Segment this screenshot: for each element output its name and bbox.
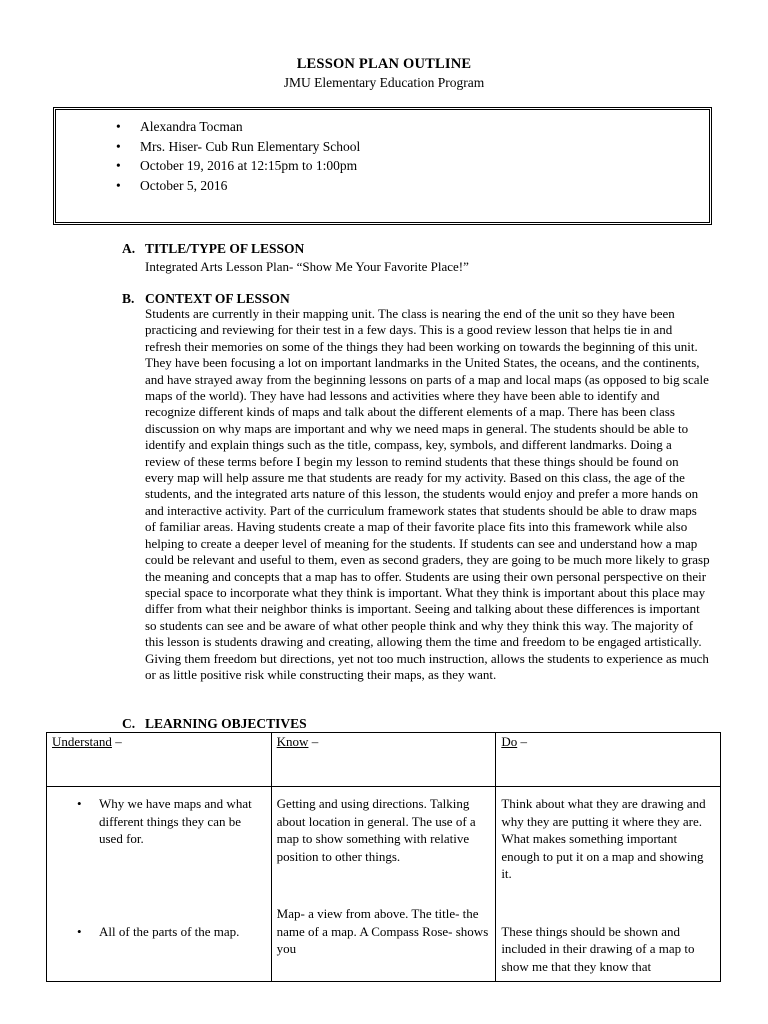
section-b-heading [122,291,290,307]
understand-item-2: • All of the parts of the map. [52,923,266,941]
document-subtitle: JMU Elementary Education Program [283,75,485,90]
do-item-2: These things should be shown and included in their drawing of a map to show me that they know that [501,923,695,974]
info-item-lesson-date: • October 19, 2016 at 12:15pm to 1:00pm [116,156,360,176]
objectives-header-row [47,733,721,787]
info-item-school: • Mrs. Hiser- Cub Run Elementary School [116,137,360,157]
header-know-suffix: – [308,734,319,749]
info-item-author: • Alexandra Tocman [116,117,360,137]
spacer [277,865,491,905]
objectives-content-row [47,787,721,982]
section-c-heading [122,716,307,732]
header-understand-suffix: – [111,734,122,749]
section-b-title: CONTEXT OF LESSON [145,291,290,306]
know-item-2: Map- a view from above. The title- the name of a map. A Compass Rose- shows you [276,906,489,956]
know-cell [271,787,496,982]
objectives-table [46,732,721,982]
section-c-letter: C. [122,716,136,731]
header-know-label: Know [276,734,309,749]
header-know [271,733,496,787]
document-title: LESSON PLAN OUTLINE [296,56,472,72]
header-do [496,733,721,787]
section-b-letter: B. [122,291,135,306]
header-understand-label: Understand [52,734,112,749]
section-a-title: TITLE/TYPE OF LESSON [145,241,305,256]
section-a-heading [122,241,304,257]
section-c-title: LEARNING OBJECTIVES [145,716,307,731]
spacer [52,848,266,923]
info-item-submission-date: • October 5, 2016 [116,176,360,196]
header-do-label: Do [501,734,518,749]
info-box [53,107,712,225]
do-item-1: Think about what they are drawing and why they are putting it where they are. What makes something important enough to put it on a map and showing it. [501,796,706,881]
info-list [116,117,360,195]
section-a-body: Integrated Arts Lesson Plan- “Show Me Your Favorite Place!” [145,259,469,274]
do-cell [496,787,721,982]
spacer [501,883,715,923]
header-understand [47,733,272,787]
section-a-letter: A. [122,241,136,256]
understand-cell [47,787,272,982]
understand-item-1: • Why we have maps and what different things they can be used for. [52,795,266,848]
section-b-body: Students are currently in their mapping unit. The class is nearing the end of the unit so they have been practicing and reviewing for their test in a few days. This is a good review lesson that helps tie in and refresh their memories on some of the things they had been working on towards the beginning of this unit. They have been focusing a lot on important landmarks in the United States, the oceans, and the continents, and have strayed away from the beginning lessons on parts of a map and local maps (as opposed to big scale maps of the world). They have had lessons and activities where they have been able to identify and recognize different kinds of maps and talk about the different elements of a map. There has been class discussion on why maps are important and why we need maps in general. The students should be able to identify and explain things such as the title, compass, key, symbols, and different landmarks. Doing a review of these terms before I begin my lesson to remind students that these things should be found on every map will help assure me that students are ready for my activity. Based on this class, the age of the students, and the integrated arts nature of this lesson, the students would enjoy and prefer a more hands on and interactive activity. Part of the curriculum framework states that students should be able to draw maps of familiar areas. Having students create a map of their favorite place fits into this framework while also helping to create a deeper level of meaning for the students. If students can see and understand how a map could be relevant and useful to them, even as second graders, they are going to be much more likely to grasp the meaning and concepts that a map has to offer. Students are using their own personal perspective on their special space to incorporate what they think is important. What they think is important about this place may differ from what their neighbor thinks is important. Seeing and talking about these differences is important so students can see and be aware of what other people think and why they think this way. The majority of this lesson is students drawing and creating, allowing them the time and freedom to be engaged artistically. Giving them freedom but directions, yet not too much instruction, allows the students to experience as much or as little positive risk while constructing their maps, as they want. [145,306,710,682]
know-item-1: Getting and using directions. Talking about location in general. The use of a map to show something with relative position to other things. [276,796,476,864]
header-do-suffix: – [517,734,527,749]
